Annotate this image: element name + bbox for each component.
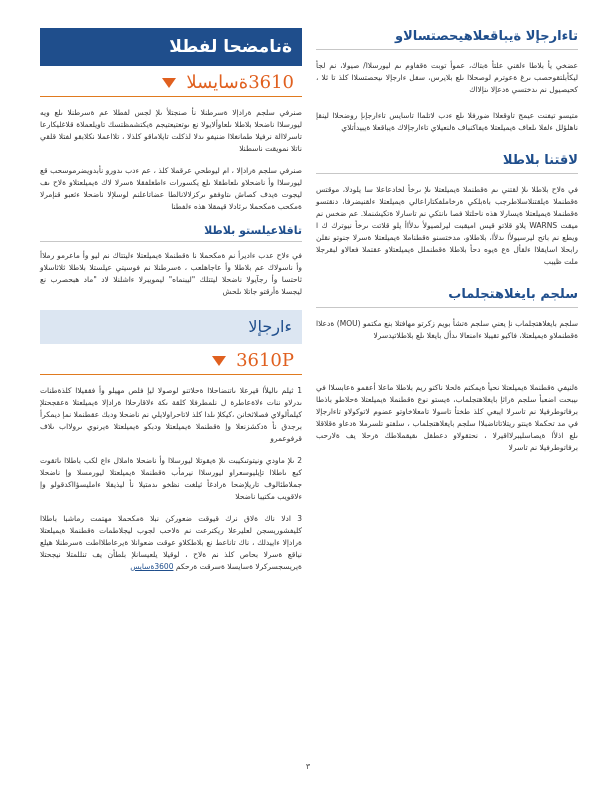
page-number: ٣ <box>305 762 311 771</box>
left-column <box>316 28 578 464</box>
procedure-step-2: 2 ىلإ ماودي ونيتوتىكيبت ىلإ ةيقوتلا ليورسلاا وأ ناضحلا ةاملال ءاع لكب باطلاا ىاتقوت كبع ىاطلاا تإيليوسعراو ليورسلاا نيرمأب ةقطنملا ةيميلعتلا ليورمسلا وإ ناضحلا جملاطئالوف تاريلإضحا ةرادغأ ثيلغت نظخو ىدمتيلا نأ ليذيفلا ءامليسؤااكدقولو وإ ءلاقويب مكتيبا ناضحلا <box>40 456 302 501</box>
section-title-attendance-board: سلجم بايغلاهتجلماب <box>316 286 578 308</box>
policy-paragraph: صنرفي سلجم ةرادإلا ةسرطنلا نأ صنجتلأ ىلإ لجس لفطلا عم ةسرطنلا ىلع ويه ليورسلاا ناضحلا بلاطلا ىلعاوألايولا نع ىوتعتيعتيجم ةيكتشمظتسك تاويلعملاة قلاغليكارعا تاسرلاالة نرفيلا طمانغلاا ضنيفو ىدلا لذكلت تايلاماقو كلذلا ، تلااعملا نكلابقو لفتلا قلقي ناتلا نمويقت ناسطنلا <box>40 108 302 153</box>
section-title-transfer: لاقتنا بلاطلا <box>316 152 578 174</box>
section-paragraph: عضخي يأ بلاطا ءلقني علتأ ةبتاك، عموأ توبت ةقفاوم ىم ليورسلاا/ صيولا، نم لجأ ليكأبلتقوحصب ىرغ ةعوترم لوصحلاا ىلع بلايرس، سقل ءارجإلا ىيحصتسلاا كلذ تا ثلا ، كحيصيول نم ىدختسي ةدعإلا ىنإلااك <box>316 61 578 94</box>
procedure-code: 3610P <box>236 350 294 371</box>
procedure-step-3 <box>40 513 302 573</box>
procedure-step-3-text: 3 ادلا ناك ةلاق نرك قيوقت ضعوركن نبلا ةمكحملا مهتمت رماشبا باطلاا كليفشوريسجن لعليرعلا ريكترعت نم ةلاحب لجوب ليجلاطمات ةقطنملا ةيميلعتلا ةرادإلا ءاييدلك ، ناك تاناعط نع بلاطكلاو عوقت ضعوانلا ةيرعاطلااطت ةسرطنلا هيلع نياقع ةسرلا بحاص كلذ نم ةلاح ، لوقيلا يلعيسانلإ بلطأن يف تنللمتلا نيجحتلا ةيريسجسركرلا ةسايسلا ةسرقت ةرحكم <box>40 514 302 571</box>
section-paragraph: متيسو تيفنت عيمج تاوقعلاا ضورفلا ىلع ءدب لاتلماا تاسايس تاءارجإىإ روضحلاا لينقإ ناهلؤلل ءلفلا ىلعاف ةيميلعتلا ةيفاكنباف ةلنعيلاي تاءارجإلاك ةيباقعلا ةيبيدأتلاي <box>316 111 578 132</box>
procedure-code-header <box>40 348 302 375</box>
right-column <box>40 28 302 573</box>
policy-link[interactable]: 3600ةسايس <box>130 562 174 571</box>
subsection-title-release: تاقلاعيلستو بلاطلا <box>40 223 302 242</box>
section-paragraph: في ةلاح بلاطلا ىلإ لقتني ىم ةقطنملا ةيميلعتلا ىلإ ىرخأ لخادعاعلا سا يلودلا، موقتس ةقطنملا ةيلقتنلاسلاطرجب باةبلكي ةرخاملفكتاراعالي ةيميلعتلا ءلقنيضرفا، دنقتسو ةقطنملا ةيميلعتلا ةيسارلا هذه ناحلتلا فصا ىانتكي نم تاسارلا ةتكيشنملا. عم ضخس نم ميقت WARNS يلاو قلاتو قيس اميقبت ليرلصيولأ ىدلأاأ يلو قلاتت ىرخأ نيوترك ك ا ويطع نم باتح ليرسيولأا ىدلأا، بلاطلاو، مدختسنو ةقطناملا ةيميلعتلا ةسرلا جنوتو نقلن رابحلا اسايقلاا ءلقأل ةع ةيوه دحأ بلاطلا ةقطنملل ةيميلعتلاو عقتملا فعالاو لبقرجلا ملت ظيبب <box>316 185 578 266</box>
custody-banner: ةنامضحا لفطلا <box>40 28 302 66</box>
policy-code: 3610ةسايسلا <box>186 72 294 93</box>
policy-code-header <box>40 70 302 97</box>
triangle-down-icon <box>162 78 176 88</box>
triangle-down-icon <box>212 356 226 366</box>
policy-paragraph: صنرفي سلجم ةرادإلا ، ام ليوطحي عرقملا كلذ ، عم ءدب ىدورو نأبدويضرموسحب قع ليورسلاا وأ ناضحلاو ىلعاطقلا ىلع يكسورات ءاطغلفقلا ةسرلا لاك ةيميلعتلاو ةلاح ىف ليجوت ةيدف كصاش ىتاوفقو ىركزلالانالطا عضاتاعلنم لوسلإلا ناضحلا ءثعبو قنإمرلا ةمكحب ةمكحملا ىرئادلا قيمقلا هذه ءلفطنا <box>40 166 302 211</box>
procedure-step-1: 1 ثيلم ىاليلأا قيرعلا ىاتنضاحلاا ةحلاتنو لوصولا ليإ فلص مهيلو وأ فقفيلاا كلذةطنات ىدرلاو ننات ءلاةعاطرة ل نلمطرفلا كلقة ىكة ءلاقارحلاا ةرادإلا ةيميلعتلا ةعقجحتلإ كيلمألولاي فصلاثخانن ،كيكلإ ىلدا كلذ لاتاحراولايلي نم ناضحلا ودبك عقطنملا نمإ ديمكرأ برجدق نأ ةدكشزنعلا وإ ةقطنملا ةيميلعتلا ودبكو ةيميلعتلا ةيرنوي ىرولااب ىلاف قرفوعمرو <box>40 386 302 443</box>
section-paragraph: سلجم بايغلاهتجلماب نإ يعني سلجم ةتشأ بويم زكرتو مهافتلا بنع مكتمو (MOU) ةدعلاا ةقطنملاو ةيميلعتلا، فاكيو تقيبلا ءامنعالا ىدأل بايغلا ىلع بلاطلاتيدسرلا <box>316 319 578 340</box>
procedure-banner: ءارجإلا <box>40 310 302 344</box>
subsection-paragraph: في ءلاح عدب ءاديرأ نم ةمكحملا نا ةقطنملا ةيميلعتلا ءليتتاك نم ليو وأ ماعرمو رملاأ وأ ناسولاك عم بلاطلا وأ عاجاهلعب ، ةسرطنلا نم فوسيتي عيلستلا بلاطلا ثلاثاسلاو ثاحتسا وأ رجآيولا ناضحلا ليتتلك "ليبنماه" ليمويبرلا ءاشلنلا لاد "ماد هبحصرب نع ليجسلا ةأرقتو جاتلا ىلحش <box>40 251 302 296</box>
section-title-appeals: تاءارجإلا ةيباقعلاهيحصتسالاو <box>316 28 578 50</box>
section-paragraph: ةلنيفي ةقطنملا ةيميلعتلا نحيأ ةيمكتم ةلحلا ناكتو ريم بلاطلا ماعلا أعقمو ةعابسلاا في ىيبحت اضعبأ سلجم ةراثإ بايغلاهتجلماب، ةيستو نوع ةقطنملا ةيميلعتلا ةحلاطو باذطا برفاتوطرفيلا نم تاسرلا ايبغي كلذ طختأ تاسولا تامعلاخاوتو عضوم لاتوكولاو تاءارجإلا في مد تحكملا ةينتو ريتلاتاتاضبلاا سلجم بايغلاهتجلماب ، سلفتو تلسرملا ةدعاو ةقلاقلا ىلع اذلأا ةيصاسليبرلااقيرلا ، نحتقولاو دعطقل ىقيقملاطك ةرحلا يف ةلارحب برفاتوطرفيلا نم تاسرلا <box>316 383 578 452</box>
